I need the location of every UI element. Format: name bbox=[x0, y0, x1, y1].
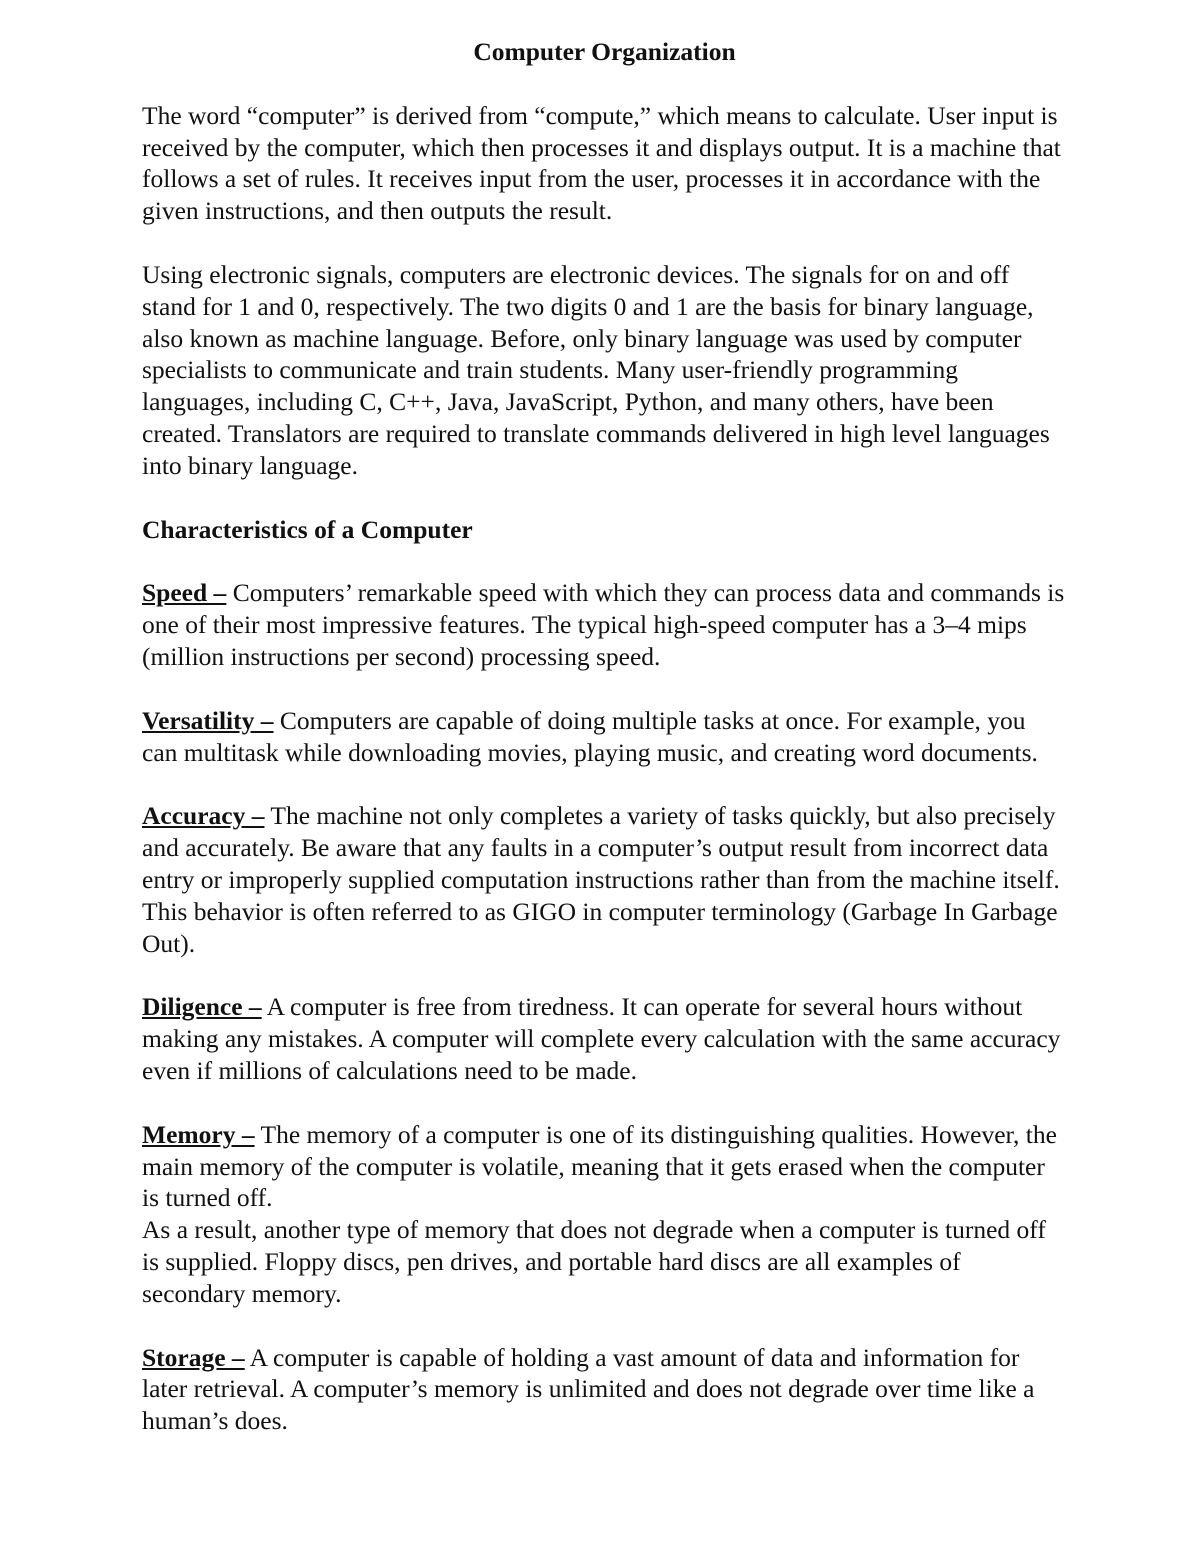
intro-paragraph: The word “computer” is derived from “compute,” which means to calculate. User input is received by the computer, which then processes it and displays output. It is a machine that follows a set of rules. It receives input from the user, processes it in accordance with the given instructions, and then outputs the result. bbox=[142, 100, 1061, 226]
term-description: A computer is capable of holding a vast amount of data and information for later retrieval. A computer’s memory is unlimited and does not degrade over time like a human’s does. bbox=[142, 1342, 1035, 1436]
document-page bbox=[142, 36, 1067, 1469]
term-description: Computers are capable of doing multiple tasks at once. For example, you can multitask while downloading movies, playing music, and creating word documents. bbox=[142, 705, 1038, 767]
term-label: Memory – bbox=[142, 1119, 255, 1149]
term-description: The memory of a computer is one of its distinguishing qualities. However, the main memory of the computer is volatile, meaning that it gets erased when the computer is turned off. bbox=[142, 1119, 1057, 1213]
page-title: Computer Organization bbox=[473, 37, 736, 66]
characteristic-speed bbox=[142, 577, 1067, 672]
term-label: Diligence – bbox=[142, 992, 262, 1022]
term-label: Versatility – bbox=[142, 705, 274, 735]
term-label: Speed – bbox=[142, 578, 227, 608]
section-heading: Characteristics of a Computer bbox=[142, 514, 473, 544]
characteristic-storage bbox=[142, 1342, 1067, 1437]
intro-paragraph: Using electronic signals, computers are electronic devices. The signals for on and off stand for 1 and 0, respectively. The two digits 0 and 1 are the basis for binary language, also known as machine language. Before, only binary language was used by computer specialists to communicate and train students. Many user-friendly programming languages, including C, C++, Java, JavaScript, Python, and many others, have been created. Translators are required to translate commands delivered in high level languages into binary language. bbox=[142, 259, 1050, 480]
memory-continuation: As a result, another type of memory that does not degrade when a computer is turned off is supplied. Floppy discs, pen drives, and portable hard discs are all examples of secondary memory. bbox=[142, 1215, 1046, 1308]
term-label: Storage – bbox=[142, 1342, 245, 1372]
characteristic-memory bbox=[142, 1119, 1067, 1214]
term-description: Computers’ remarkable speed with which they can process data and commands is one of their most impressive features. The typical high-speed computer has a 3–4 mips (million instructions per second) processing speed. bbox=[142, 578, 1065, 671]
characteristic-versatility bbox=[142, 705, 1067, 769]
term-label: Accuracy – bbox=[142, 801, 265, 831]
term-description: A computer is free from tiredness. It can operate for several hours without making any mistakes. A computer will complete every calculation with the same accuracy even if millions of calculations need to be made. bbox=[142, 992, 1061, 1085]
term-description: The machine not only completes a variety of tasks quickly, but also precisely and accurately. Be aware that any faults in a computer’s output result from incorrect data entry or improperly supplied computation instructions rather than from the machine itself. This behavior is often referred to as GIGO in computer terminology (Garbage In Garbage Out). bbox=[142, 801, 1060, 958]
characteristic-diligence bbox=[142, 991, 1067, 1086]
characteristic-accuracy bbox=[142, 800, 1067, 959]
